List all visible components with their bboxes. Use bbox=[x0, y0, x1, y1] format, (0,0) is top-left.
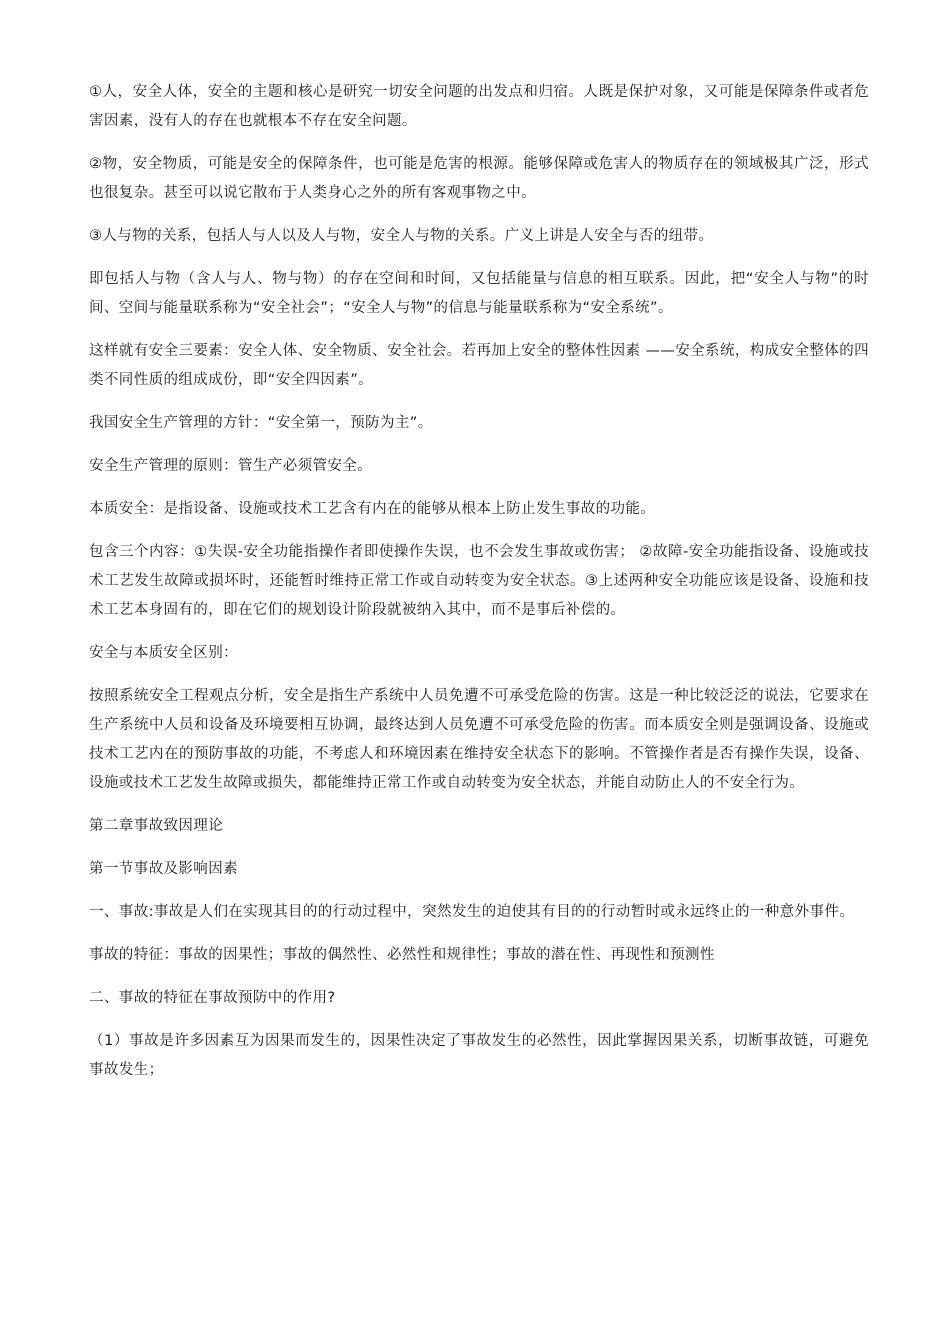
paragraph-intrinsic-safety: 本质安全：是指设备、设施或技术工艺含有内在的能够从根本上防止发生事故的功能。 bbox=[89, 501, 656, 517]
paragraph-space-time-energy: 即包括人与物（含人与人、物与物）的存在空间和时间，又包括能量与信息的相互联系。因此，把“安全人与物”的时间、空间与能量联系称为“安全社会”；“安全人与物”的信息与能量联系称为“安全系统”。 bbox=[89, 271, 869, 316]
paragraph-accident-features: 事故的特征：事故的因果性；事故的偶然性、必然性和规律性；事故的潜在性、再现性和预测性 bbox=[89, 947, 715, 963]
section-heading: 第一节事故及影响因素 bbox=[89, 861, 238, 877]
paragraph-three-contents: 包含三个内容：①失误-安全功能指操作者即使操作失误，也不会发生事故或伤害； ②故障-安全功能指设备、设施或技术工艺发生故障或损坏时，还能暂时维持正常工作或自动转变为安全状态。③上述两种安全功能应该是设备、设施和技术工艺本身固有的，即在它们的规划设计阶段就被纳入其中，而不是事后补偿的。 bbox=[89, 544, 869, 618]
chapter-heading: 第二章事故致因理论 bbox=[89, 818, 224, 834]
paragraph-safety-policy: 我国安全生产管理的方针：“安全第一，预防为主”。 bbox=[89, 415, 433, 431]
paragraph-safety-principle: 安全生产管理的原则：管生产必须管安全。 bbox=[89, 458, 373, 474]
paragraph-safety-elements: 这样就有安全三要素：安全人体、安全物质、安全社会。若再加上安全的整体性因素 ——安全系统，构成安全整体的四类不同性质的组成成份，即“安全四因素”。 bbox=[89, 343, 869, 388]
paragraph-material-factor: ②物，安全物质，可能是安全的保障条件，也可能是危害的根源。能够保障或危害人的物质存在的领域极其广泛，形式也很复杂。甚至可以说它散布于人类身心之外的所有客观事物之中。 bbox=[89, 156, 869, 201]
paragraph-features-role-question: 二、事故的特征在事故预防中的作用? bbox=[89, 990, 336, 1006]
paragraph-human-factor: ①人，安全人体，安全的主题和核心是研究一切安全问题的出发点和归宿。人既是保护对象，又可能是保障条件或者危害因素，没有人的存在也就根本不存在安全问题。 bbox=[89, 84, 869, 129]
paragraph-causality: （1）事故是许多因素互为因果而发生的，因果性决定了事故发生的必然性，因此掌握因果关系，切断事故链，可避免事故发生； bbox=[89, 1033, 869, 1078]
paragraph-accident-definition: 一、事故:事故是人们在实现其目的的行动过程中，突然发生的迫使其有目的的行动暂时或永远终止的一种意外事件。 bbox=[89, 904, 855, 920]
paragraph-difference-body: 按照系统安全工程观点分析，安全是指生产系统中人员免遭不可承受危险的伤害。这是一种比较泛泛的说法，它要求在生产系统中人员和设备及环境要相互协调，最终达到人员免遭不可承受危险的伤害。而本质安全则是强调设备、设施或技术工艺内在的预防事故的功能，不考虑人和环境因素在维持安全状态下的影响。不管操作者是否有操作失误，设备、设施或技术工艺发生故障或损失，都能维持正常工作或自动转变为安全状态，并能自动防止人的不安全行为。 bbox=[89, 688, 869, 791]
paragraph-difference-title: 安全与本质安全区别： bbox=[89, 645, 238, 661]
document-body bbox=[89, 78, 869, 1099]
paragraph-human-material-relation: ③人与物的关系，包括人与人以及人与物，安全人与物的关系。广义上讲是人安全与否的纽带。 bbox=[89, 228, 714, 244]
